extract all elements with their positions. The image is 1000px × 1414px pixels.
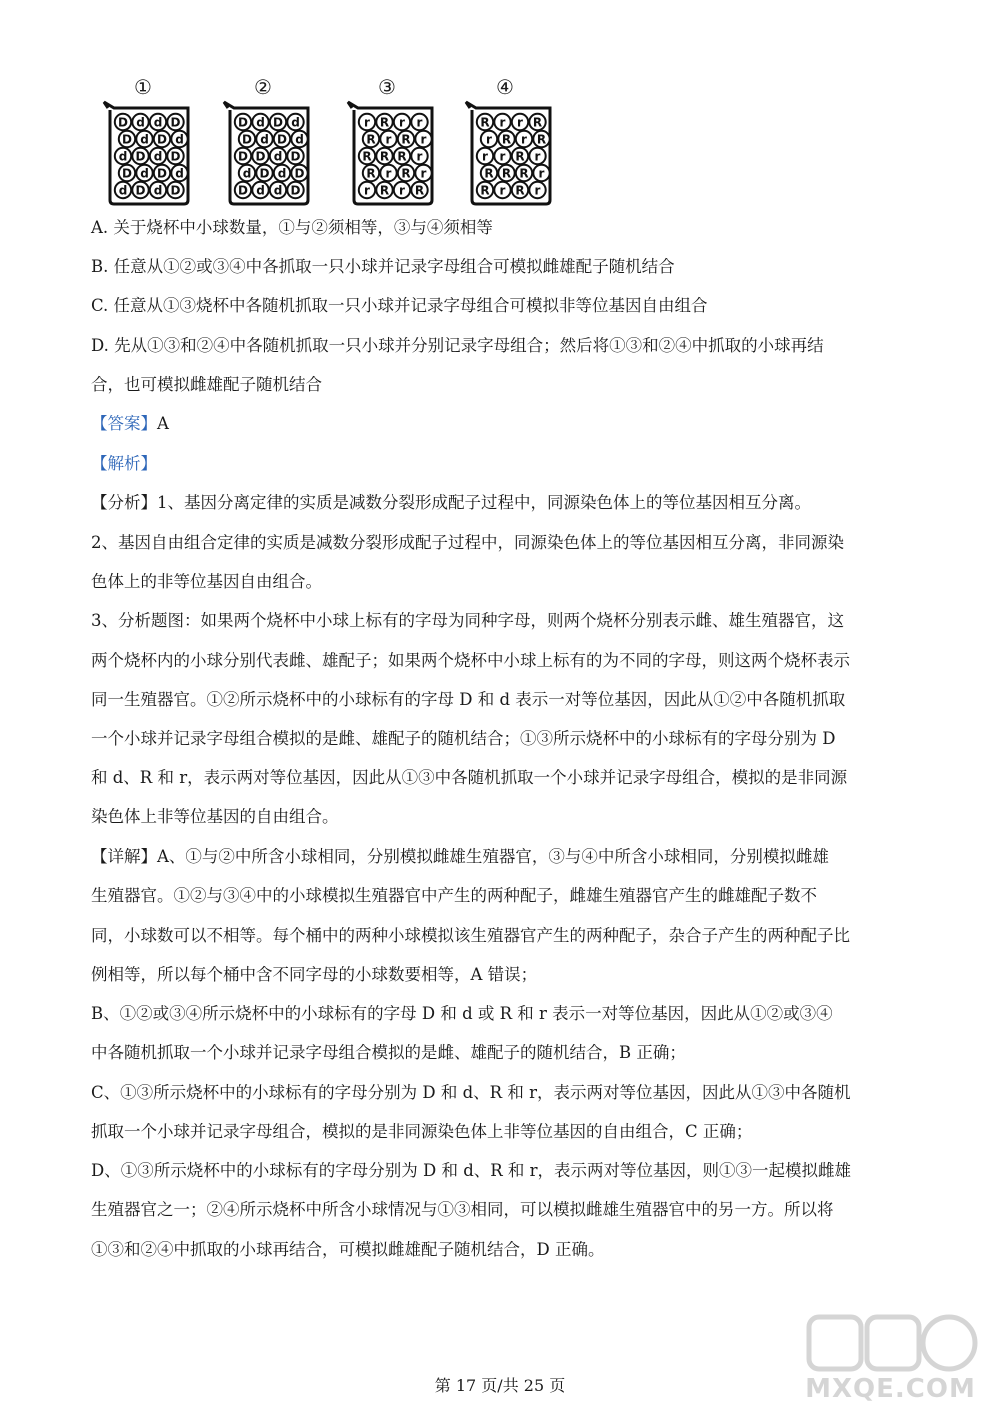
- ball-letter: R: [366, 132, 376, 147]
- ball: [359, 114, 375, 130]
- beaker-3: [344, 75, 444, 206]
- watermark-stamp-icon: [803, 1309, 978, 1379]
- ball: [287, 182, 303, 198]
- beaker-1: [100, 75, 200, 206]
- analysis-p3-line-3: 同一生殖器官。①②所示烧杯中的小球标有的字母 D 和 d 表示一对等位基因，因此从①②中各随机抓取: [91, 690, 846, 709]
- ball: [477, 182, 493, 198]
- beaker-label: ②: [254, 75, 272, 99]
- detail-d-line-3: ①③和②④中抓取的小球再结合，可模拟雌雄配子随机结合，D 正确。: [91, 1240, 605, 1259]
- ball-letter: D: [238, 149, 248, 164]
- ball: [167, 182, 183, 198]
- ball-letter: D: [157, 132, 167, 147]
- ball-letter: r: [399, 115, 405, 130]
- ball-letter: r: [416, 115, 423, 130]
- detail-a-line-4: 例相等，所以每个桶中含不同字母的小球数要相等，A 错误；: [91, 965, 538, 984]
- ball: [376, 182, 392, 198]
- detail-b-line-1: B、①②或③④所示烧杯中的小球标有的字母 D 和 d 或 R 和 r 表示一对等位基因，因此从①②或③④: [91, 1004, 833, 1023]
- ball: [291, 165, 307, 181]
- ball: [398, 165, 414, 181]
- ball: [150, 148, 166, 164]
- ball-letter: r: [416, 149, 423, 164]
- detail-a-line-2: 生殖器官。①②与③④中的小球模拟生殖器官中产生的两种配子，雌雄生殖器官产生的雌雄配子数不: [91, 886, 817, 905]
- analysis-p3-line-6: 染色体上非等位基因的自由组合。: [91, 807, 339, 826]
- ball: [363, 165, 379, 181]
- ball: [359, 182, 375, 198]
- ball-letter: D: [118, 115, 128, 130]
- ball: [239, 165, 255, 181]
- ball-letter: D: [277, 132, 287, 147]
- ball: [363, 131, 379, 147]
- ball: [235, 182, 251, 198]
- ball-letter: d: [242, 166, 252, 181]
- ball-letter: r: [517, 115, 523, 130]
- ball: [291, 131, 307, 147]
- ball-letter: d: [295, 132, 304, 147]
- beaker-label: ①: [134, 75, 152, 99]
- ball-letter: R: [480, 183, 490, 198]
- ball: [132, 182, 148, 198]
- ball-letter: R: [401, 166, 411, 181]
- ball-letter: D: [170, 115, 181, 130]
- ball: [252, 182, 268, 198]
- ball-letter: D: [135, 149, 146, 164]
- ball: [136, 165, 152, 181]
- ball: [411, 148, 427, 164]
- ball-letter: R: [366, 166, 376, 181]
- answer-line: [91, 413, 911, 435]
- ball-letter: D: [273, 115, 283, 130]
- ball-letter: r: [534, 149, 541, 164]
- ball-letter: R: [362, 149, 372, 164]
- detail-c-line-1: C、①③所示烧杯中的小球标有的字母分别为 D 和 d、R 和 r，表示两对等位基因，因此从①③中各随机: [91, 1083, 851, 1102]
- ball: [256, 131, 272, 147]
- ball-letter: D: [157, 166, 167, 181]
- analysis-tag: 【分析】: [91, 493, 157, 512]
- ball: [494, 148, 510, 164]
- ball-letter: r: [486, 132, 492, 147]
- ball: [498, 131, 514, 147]
- ball-letter: r: [420, 132, 427, 147]
- ball: [115, 182, 131, 198]
- ball-letter: R: [379, 115, 390, 130]
- ball-letter: D: [259, 166, 270, 181]
- ball: [270, 114, 286, 130]
- ball: [252, 148, 268, 164]
- analysis-p2-line-2: 色体上的非等位基因自由组合。: [91, 572, 322, 591]
- ball-letter: d: [140, 132, 149, 147]
- option-d-line-2: 合，也可模拟雌雄配子随机结合: [91, 375, 322, 394]
- ball-letter: r: [499, 183, 506, 198]
- ball-letter: D: [238, 115, 248, 130]
- ball-letter: R: [414, 183, 425, 198]
- analysis-p3-line-4: 一个小球并记录字母组合模拟的是雌、雄配子的随机结合；①③所示烧杯中的小球标有的字母分别为 D: [91, 729, 836, 748]
- ball-letter: R: [536, 132, 547, 147]
- ball-letter: D: [238, 183, 248, 198]
- ball: [481, 165, 497, 181]
- ball: [516, 165, 532, 181]
- ball: [516, 131, 532, 147]
- ball: [235, 114, 251, 130]
- ball: [533, 131, 549, 147]
- ball: [415, 131, 431, 147]
- ball: [150, 114, 166, 130]
- ball-letter: d: [273, 149, 283, 164]
- analysis-p3-line-5: 和 d、R 和 r，表示两对等位基因，因此从①③中各随机抓取一个小球并记录字母组合，模拟的是非同源: [91, 768, 848, 787]
- analysis-line-1: [91, 492, 911, 514]
- ball-letter: D: [255, 149, 266, 164]
- ball-letter: D: [170, 149, 181, 164]
- analysis-p3-line-1: 3、分析题图：如果两个烧杯中小球上标有的字母为同种字母，则两个烧杯分别表示雌、雄生殖器官，这: [91, 611, 844, 630]
- ball-letter: R: [379, 183, 390, 198]
- ball: [270, 148, 286, 164]
- watermark-logo: [803, 1309, 978, 1404]
- ball-letter: d: [256, 115, 265, 130]
- ball: [274, 131, 290, 147]
- ball-letter: r: [499, 149, 506, 164]
- beaker-2: [220, 75, 320, 206]
- option-b: B. 任意从①②或③④中各抓取一只小球并记录字母组合可模拟雌雄配子随机结合: [91, 257, 675, 276]
- analysis-heading: 【解析】: [91, 454, 157, 473]
- analysis-p3-line-2: 两个烧杯内的小球分别代表雌、雄配子；如果两个烧杯中小球上标有的为不同的字母，则这两个烧杯表示: [91, 651, 850, 670]
- ball-letter: r: [521, 132, 527, 147]
- ball-letter: r: [534, 183, 541, 198]
- ball-letter: d: [140, 166, 149, 181]
- ball-letter: D: [122, 132, 132, 147]
- answer-value: A: [157, 414, 169, 433]
- ball: [477, 114, 493, 130]
- ball: [376, 148, 392, 164]
- ball-letter: R: [532, 115, 543, 130]
- ball: [380, 131, 396, 147]
- ball: [136, 131, 152, 147]
- ball-letter: d: [277, 166, 287, 181]
- ball: [415, 165, 431, 181]
- ball: [274, 165, 290, 181]
- ball: [394, 114, 410, 130]
- ball-letter: R: [501, 166, 512, 181]
- detail-a-line-1: [91, 846, 911, 868]
- ball: [512, 182, 528, 198]
- ball: [380, 165, 396, 181]
- ball: [376, 114, 392, 130]
- ball: [252, 114, 268, 130]
- ball: [512, 114, 528, 130]
- ball: [411, 114, 427, 130]
- ball: [477, 148, 493, 164]
- ball: [481, 131, 497, 147]
- ball-letter: R: [401, 132, 411, 147]
- ball: [494, 114, 510, 130]
- ball: [529, 148, 545, 164]
- ball: [256, 165, 272, 181]
- ball-letter: r: [385, 166, 392, 181]
- ball-letter: d: [175, 132, 184, 147]
- ball: [154, 165, 170, 181]
- ball: [154, 131, 170, 147]
- ball-letter: D: [290, 149, 301, 164]
- page-number: 第 17 页/共 25 页: [434, 1376, 566, 1395]
- ball: [529, 182, 545, 198]
- ball: [132, 148, 148, 164]
- detail-d-line-2: 生殖器官之一；②④所示烧杯中所含小球情况与①③相同，可以模拟雌雄生殖器官中的另一方。所以将: [91, 1200, 834, 1219]
- ball: [171, 131, 187, 147]
- ball-letter: D: [294, 166, 305, 181]
- ball: [132, 114, 148, 130]
- ball: [171, 165, 187, 181]
- detail-d-line-1: D、①③所示烧杯中的小球标有的字母分别为 D 和 d、R 和 r，表示两对等位基因，则①③一起模拟雌雄: [91, 1161, 852, 1180]
- ball-letter: D: [135, 183, 146, 198]
- ball-letter: R: [501, 132, 512, 147]
- ball-letter: d: [118, 149, 128, 164]
- ball-letter: r: [385, 132, 392, 147]
- ball: [533, 165, 549, 181]
- ball: [239, 131, 255, 147]
- detail-tag: 【详解】: [91, 847, 157, 866]
- ball-letter: D: [242, 132, 252, 147]
- option-a: A. 关于烧杯中小球数量，①与②须相等，③与④须相等: [91, 218, 493, 237]
- ball-letter: R: [480, 115, 490, 130]
- beaker-label: ③: [378, 75, 396, 99]
- ball-letter: d: [153, 115, 163, 130]
- ball: [119, 131, 135, 147]
- ball-letter: d: [136, 115, 145, 130]
- ball: [115, 114, 131, 130]
- ball-letter: R: [515, 183, 525, 198]
- option-d-line-1: D. 先从①③和②④中各随机抓取一只小球并分别记录字母组合；然后将①③和②④中抓取的小球再结: [91, 336, 824, 355]
- ball-letter: r: [399, 183, 405, 198]
- ball-letter: R: [515, 149, 525, 164]
- beakers-figure: [100, 75, 570, 208]
- ball: [529, 114, 545, 130]
- ball-letter: d: [153, 183, 163, 198]
- ball: [394, 182, 410, 198]
- ball: [287, 148, 303, 164]
- ball: [398, 131, 414, 147]
- beaker-4: [462, 75, 562, 206]
- ball-letter: R: [397, 149, 407, 164]
- ball: [394, 148, 410, 164]
- analysis-p1: 1、基因分离定律的实质是减数分裂形成配子过程中，同源染色体上的等位基因相互分离。: [157, 493, 811, 512]
- option-c: C. 任意从①③烧杯中各随机抓取一只小球并记录字母组合可模拟非等位基因自由组合: [91, 296, 708, 315]
- ball-letter: r: [538, 166, 545, 181]
- ball-letter: R: [484, 166, 494, 181]
- ball-letter: R: [379, 149, 390, 164]
- ball-letter: D: [290, 183, 301, 198]
- ball: [498, 165, 514, 181]
- ball-letter: r: [482, 149, 488, 164]
- ball: [150, 182, 166, 198]
- ball-letter: R: [519, 166, 529, 181]
- detail-a-line-3: 同，小球数可以不相等。每个桶中的两种小球模拟该生殖器官产生的两种配子，杂合子产生的两种配子比: [91, 926, 850, 945]
- ball-letter: d: [256, 183, 265, 198]
- ball: [167, 148, 183, 164]
- beaker-label: ④: [496, 75, 514, 99]
- watermark-domain: MXQE.COM: [805, 1374, 976, 1404]
- ball-letter: r: [420, 166, 427, 181]
- ball: [167, 114, 183, 130]
- ball-letter: D: [122, 166, 132, 181]
- ball-letter: d: [153, 149, 163, 164]
- ball-letter: D: [170, 183, 181, 198]
- ball-letter: d: [175, 166, 184, 181]
- ball-letter: r: [364, 183, 370, 198]
- ball-letter: d: [118, 183, 128, 198]
- ball: [494, 182, 510, 198]
- ball: [270, 182, 286, 198]
- ball-letter: d: [273, 183, 283, 198]
- detail-a1: A、①与②中所含小球相同，分别模拟雌雄生殖器官，③与④中所含小球相同，分别模拟雌雄: [157, 847, 829, 866]
- ball-letter: r: [499, 115, 506, 130]
- analysis-p2-line-1: 2、基因自由组合定律的实质是减数分裂形成配子过程中，同源染色体上的等位基因相互分离，非同源染: [91, 533, 844, 552]
- ball-letter: d: [291, 115, 300, 130]
- ball: [512, 148, 528, 164]
- ball: [411, 182, 427, 198]
- detail-c-line-2: 抓取一个小球并记录字母组合，模拟的是非同源染色体上非等位基因的自由组合，C 正确；: [91, 1122, 753, 1141]
- detail-b-line-2: 中各随机抓取一个小球并记录字母组合模拟的是雌、雄配子的随机结合，B 正确；: [91, 1043, 686, 1062]
- answer-tag: 【答案】: [91, 414, 157, 433]
- ball-letter: d: [260, 132, 269, 147]
- ball-letter: r: [364, 115, 370, 130]
- ball: [115, 148, 131, 164]
- ball: [119, 165, 135, 181]
- ball: [287, 114, 303, 130]
- ball: [359, 148, 375, 164]
- ball: [235, 148, 251, 164]
